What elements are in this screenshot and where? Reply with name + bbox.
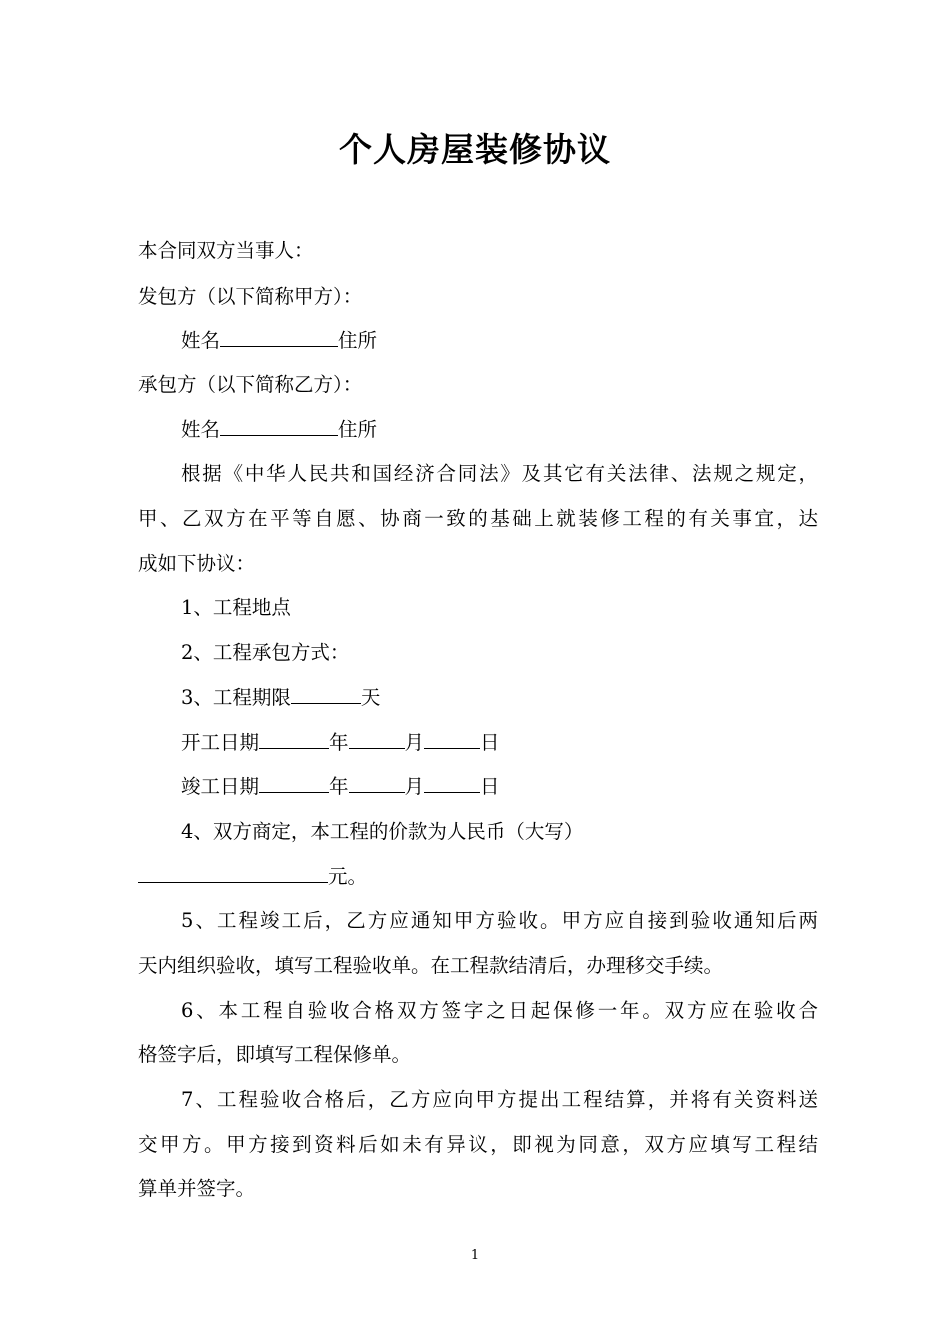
clause-4-amount-row (138, 862, 818, 892)
parties-heading: 本合同双方当事人： (138, 239, 314, 262)
party-a-info (181, 326, 861, 356)
intro-line-2: 甲、乙双方在平等自愿、协商一致的基础上就装修工程的有关事宜，达 (138, 507, 818, 530)
clause-3-label: 3、工程期限 (181, 686, 291, 709)
party-a-name-field[interactable] (220, 326, 338, 347)
start-month-field[interactable] (349, 728, 405, 749)
document-title: 个人房屋装修协议 (339, 130, 611, 169)
party-b-info (181, 415, 861, 445)
end-year-unit: 年 (329, 775, 349, 798)
party-a-name-label: 姓名 (181, 329, 221, 352)
intro-line-1: 根据《中华人民共和国经济合同法》及其它有关法律、法规之规定， (181, 462, 818, 485)
clause-7-line-3: 算单并签字。 (138, 1177, 256, 1200)
party-b-name-label: 姓名 (181, 418, 221, 441)
start-day-field[interactable] (424, 728, 480, 749)
party-b-name-field[interactable] (220, 415, 338, 436)
duration-days-field[interactable] (291, 683, 361, 704)
start-date-label: 开工日期 (181, 731, 260, 754)
start-year-field[interactable] (259, 728, 329, 749)
clause-6-line-2: 格签字后，即填写工程保修单。 (138, 1043, 412, 1066)
start-year-unit: 年 (329, 731, 349, 754)
clause-4: 4、双方商定，本工程的价款为人民币（大写） (181, 820, 584, 843)
end-date-label: 竣工日期 (181, 775, 260, 798)
end-day-field[interactable] (424, 772, 480, 793)
clause-5-line-1: 5、工程竣工后，乙方应通知甲方验收。甲方应自接到验收通知后两 (181, 909, 818, 932)
start-date-row (181, 728, 861, 758)
clause-5-line-2: 天内组织验收，填写工程验收单。在工程款结清后，办理移交手续。 (138, 954, 724, 977)
clause-2: 2、工程承包方式： (181, 641, 350, 664)
party-b-address-label: 住所 (338, 418, 378, 441)
intro-line-3: 成如下协议： (138, 552, 256, 575)
party-b-label: 承包方（以下简称乙方）： (138, 373, 363, 396)
end-date-row (181, 772, 861, 802)
clause-3-unit: 天 (360, 686, 381, 709)
party-a-address-label: 住所 (338, 329, 378, 352)
clause-1: 1、工程地点 (181, 596, 291, 619)
price-amount-field[interactable] (138, 862, 328, 883)
end-day-unit: 日 (480, 775, 500, 798)
end-month-unit: 月 (404, 775, 425, 798)
clause-7-line-2: 交甲方。甲方接到资料后如未有异议，即视为同意，双方应填写工程结 (138, 1133, 818, 1156)
end-year-field[interactable] (259, 772, 329, 793)
page-number: 1 (470, 1248, 480, 1263)
start-month-unit: 月 (404, 731, 425, 754)
clause-3 (181, 683, 861, 713)
clause-4-unit: 元。 (328, 865, 368, 888)
end-month-field[interactable] (349, 772, 405, 793)
party-a-label: 发包方（以下简称甲方）： (138, 285, 363, 308)
clause-6-line-1: 6、本工程自验收合格双方签字之日起保修一年。双方应在验收合 (181, 999, 818, 1022)
clause-7-line-1: 7、工程验收合格后，乙方应向甲方提出工程结算，并将有关资料送 (181, 1088, 818, 1111)
start-day-unit: 日 (480, 731, 500, 754)
